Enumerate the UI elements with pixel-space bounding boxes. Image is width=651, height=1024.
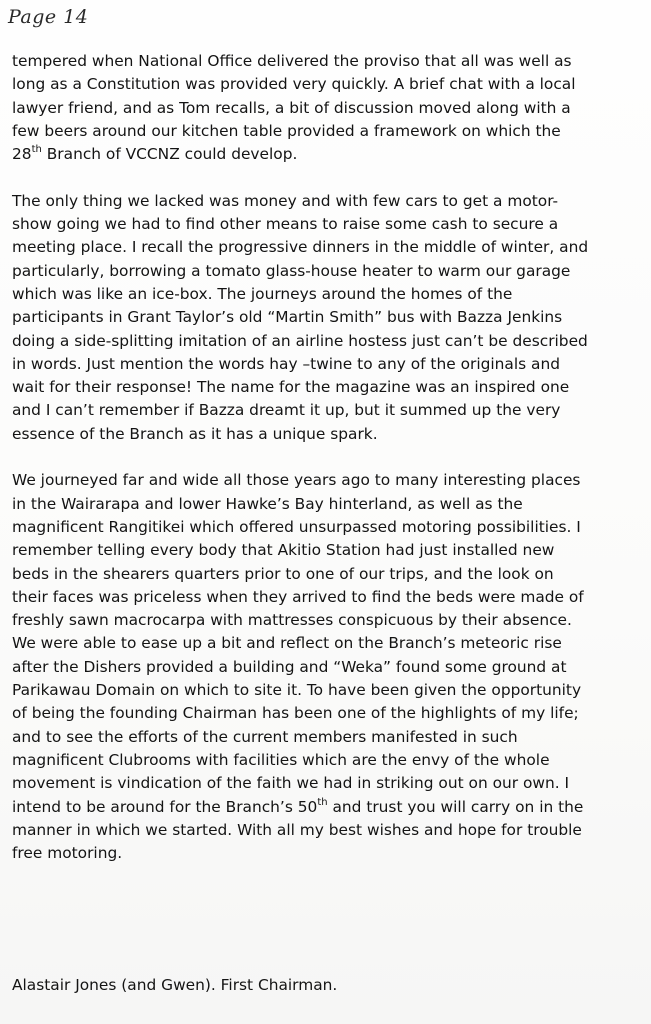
paragraph-1-text: tempered when National Office delivered the proviso that all was well as long as a Constitution was provided very quickly. A brief chat with a local lawyer friend, and as Tom recalls, a bit of discussion moved along with a few beers around our kitchen table provided a framework on which the 28 [12, 52, 576, 164]
page-number-label: Page 14 [8, 6, 89, 28]
ordinal-suffix: th [317, 796, 328, 808]
paragraph-3-text: We journeyed far and wide all those years ago to many interesting places in the Wairarapa and lower Hawke’s Bay hinterland, as well as the magnificent Rangitikei which offered unsurpassed motoring possibilities. I remember telling every body that Akitio Station had just installed new beds in the shearers quarters prior to one of our trips, and the look on their faces was priceless when they arrived to find the beds were made of freshly sawn macrocarpa with mattresses conspicuous by their absence. We were able to ease up a bit and reflect on the Branch’s meteoric rise after the Dishers provided a building and “Weka” found some ground at Parikawau Domain on which to site it. To have been given the opportunity of being the founding Chairman has been one of the highlights of my life; and to see the efforts of the current members manifested in such magnificent Clubrooms with facilities which are the envy of the whole movement is vindication of the faith we had in striking out on our own. I intend to be around for the Branch’s 50 [12, 471, 584, 816]
ordinal-suffix: th [31, 144, 42, 156]
paragraph-2: The only thing we lacked was money and with few cars to get a motor- show going we had to find other means to raise some cash to secure a meeting place. I recall the progressive dinners in the middle of winter, and particularly, borrowing a tomato glass-house heater to warm our garage which was like an ice-box. The journeys around the homes of the participants in Grant Taylor’s old “Martin Smith” bus with Bazza Jenkins doing a side-splitting imitation of an airline hostess just can’t be described in words. Just mention the words hay –twine to any of the originals and wait for their response! The name for the magazine was an inspired one and I can’t remember if Bazza dreamt it up, but it summed up the very essence of the Branch as it has a unique spark. [12, 191, 589, 443]
paragraph-3-text-end: and trust you will carry on in the manner in which we started. With all my best wishes and hope for trouble free motoring. [12, 797, 584, 863]
paragraph-1-text-end: Branch of VCCNZ could develop. [41, 145, 298, 164]
signature-line: Alastair Jones (and Gwen). First Chairman. [12, 976, 338, 994]
paragraph-3 [12, 469, 650, 865]
paragraph-1 [12, 50, 650, 166]
article-body [12, 50, 650, 889]
